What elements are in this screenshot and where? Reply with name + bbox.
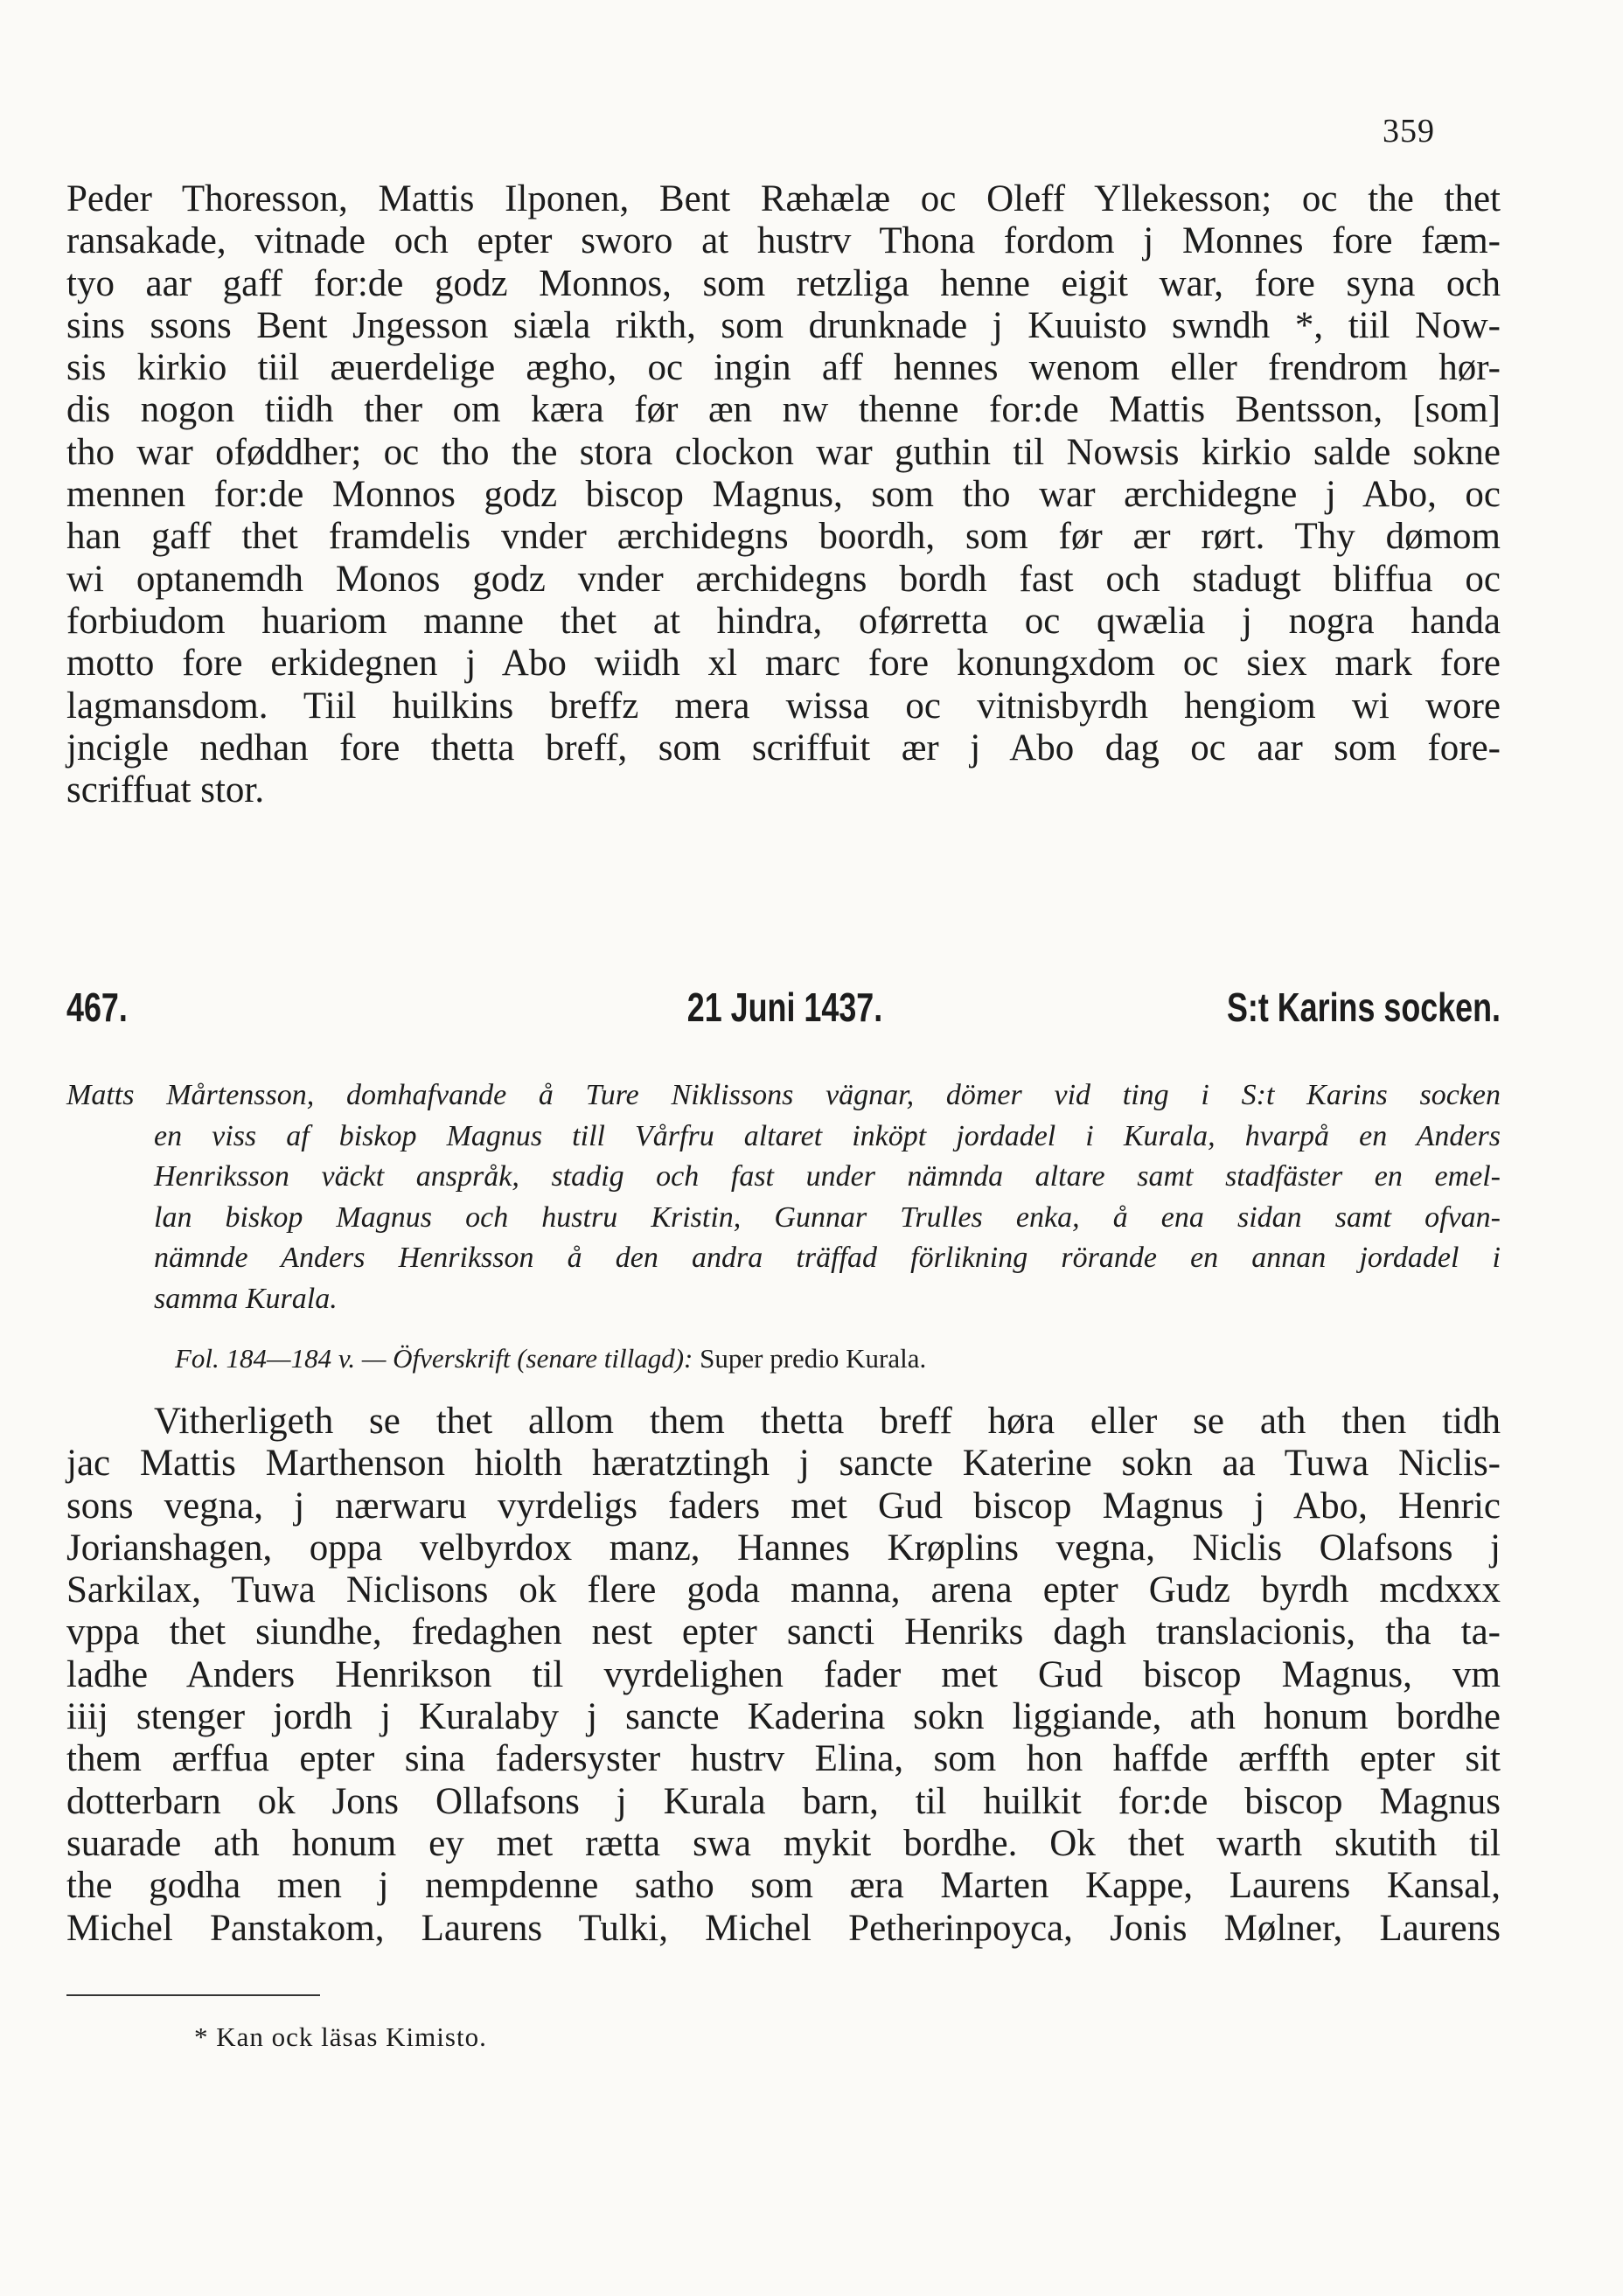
text-line: the godha men j nempdenne satho som æra Marten Kappe, Laurens Kansal, — [66, 1865, 1501, 1907]
text-line: them ærffua epter sina fadersyster hustrv Elina, som hon haffde ærffth epter sit — [66, 1738, 1501, 1780]
text-line: dotterbarn ok Jons Ollafsons j Kurala barn, til huilkit for:de biscop Magnus — [66, 1780, 1501, 1822]
footnote-divider — [66, 1994, 320, 1996]
page-number: 359 — [1383, 113, 1435, 150]
text-line: dis nogon tiidh ther om kæra før æn nw thenne for:de Mattis Bentsson, [som] — [66, 389, 1501, 431]
document-place: S:t Karins socken. — [1226, 984, 1501, 1030]
document-date: 21 Juni 1437. — [686, 984, 883, 1030]
text-line: sons vegna, j nærwaru vyrdeligs faders met Gud biscop Magnus j Abo, Henric — [66, 1485, 1501, 1527]
text-line: han gaff thet framdelis vnder ærchidegns boordh, som før ær rørt. Thy dømom — [66, 516, 1501, 558]
summary-line: Matts Mårtensson, domhafvande å Ture Niklissons vägnar, dömer vid ting i S:t Karins socken — [66, 1079, 1501, 1111]
text-line: motto fore erkidegnen j Abo wiidh xl marc fore konungxdom oc siex mark fore — [66, 643, 1501, 685]
text-line: vppa thet siundhe, fredaghen nest epter sancti Henriks dagh translacionis, tha ta- — [66, 1611, 1501, 1653]
summary-line: lan biskop Magnus och hustru Kristin, Gunnar Trulles enka, å ena sidan samt ofvan- — [154, 1200, 1501, 1234]
text-line: forbiudom huariom manne thet at hindra, oførretta oc qwælia j nogra handa — [66, 600, 1501, 642]
paragraph-1 — [66, 178, 1501, 811]
text-line: tho war oføddher; oc tho the stora clockon war guthin til Nowsis kirkio salde sokne — [66, 431, 1501, 473]
footnote: * Kan ock läsas Kimisto. — [194, 2021, 487, 2052]
summary-line: nämnde Anders Henriksson å den andra träffad förlikning rörande en annan jordadel i — [154, 1242, 1501, 1274]
text-line: sis kirkio tiil æuerdelige ægho, oc ingin aff hennes wenom eller frendrom hør- — [66, 347, 1501, 389]
text-line: jac Mattis Marthenson hiolth hæratztingh j sancte Katerine sokn aa Tuwa Niclis- — [66, 1443, 1501, 1485]
text-line: ransakade, vitnade och epter sworo at hustrv Thona fordom j Monnes fore fæm- — [66, 220, 1501, 262]
text-line: suarade ath honum ey met rætta swa mykit bordhe. Ok thet warth skutith til — [66, 1822, 1501, 1864]
text-line: iiij stenger jordh j Kuralaby j sancte Kaderina sokn liggiande, ath honum bordhe — [66, 1696, 1501, 1738]
text-line: Peder Thoresson, Mattis Ilponen, Bent Ræhælæ oc Oleff Yllekesson; oc the thet — [66, 178, 1501, 219]
text-line: tyo aar gaff for:de godz Monnos, som retzliga henne eigit war, fore syna och — [66, 262, 1501, 304]
folio-ref: Fol. 184—184 v. — — [175, 1343, 387, 1374]
document-summary — [66, 1075, 1501, 1319]
text-line: sins ssons Bent Jngesson siæla rikth, som drunknade j Kuuisto swndh *, tiil Now- — [66, 304, 1501, 346]
summary-line: samma Kurala. — [154, 1282, 338, 1315]
text-line: ladhe Anders Henrikson til vyrdelighen fader met Gud biscop Magnus, vm — [66, 1653, 1501, 1695]
text-line: Sarkilax, Tuwa Niclisons ok flere goda manna, arena epter Gudz byrdh mcdxxx — [66, 1569, 1501, 1611]
document-heading — [66, 984, 1501, 1036]
summary-line: en viss af biskop Magnus till Vårfru altaret inköpt jordadel i Kurala, hvarpå en Anders — [154, 1119, 1501, 1152]
text-line: mennen for:de Monnos godz biscop Magnus, som tho war ærchidegne j Abo, oc — [66, 474, 1501, 516]
folio-text: Super predio Kurala. — [700, 1343, 927, 1374]
text-line: scriffuat stor. — [66, 769, 265, 811]
text-line: wi optanemdh Monos godz vnder ærchidegns bordh fast och stadugt bliffua oc — [66, 558, 1501, 600]
document-number: 467. — [66, 984, 128, 1030]
folio-label: Öfverskrift (senare tillagd): — [393, 1343, 693, 1374]
text-line: lagmansdom. Tiil huilkins breffz mera wissa oc vitnisbyrdh hengiom wi wore — [66, 685, 1501, 727]
text-line: jncigle nedhan fore thetta breff, som scriffuit ær j Abo dag oc aar som fore- — [66, 727, 1501, 769]
folio-reference — [175, 1343, 926, 1374]
paragraph-2 — [66, 1401, 1501, 1950]
summary-line: Henriksson väckt anspråk, stadig och fast under nämnda altare samt stadfäster en emel- — [154, 1160, 1501, 1193]
text-line: Vitherligeth se thet allom them thetta breff høra eller se ath then tidh — [154, 1401, 1501, 1442]
text-line: Jorianshagen, oppa velbyrdox manz, Hannes Krøplins vegna, Niclis Olafsons j — [66, 1527, 1501, 1569]
text-line: Michel Panstakom, Laurens Tulki, Michel Petherinpoyca, Jonis Mølner, Laurens — [66, 1907, 1501, 1949]
